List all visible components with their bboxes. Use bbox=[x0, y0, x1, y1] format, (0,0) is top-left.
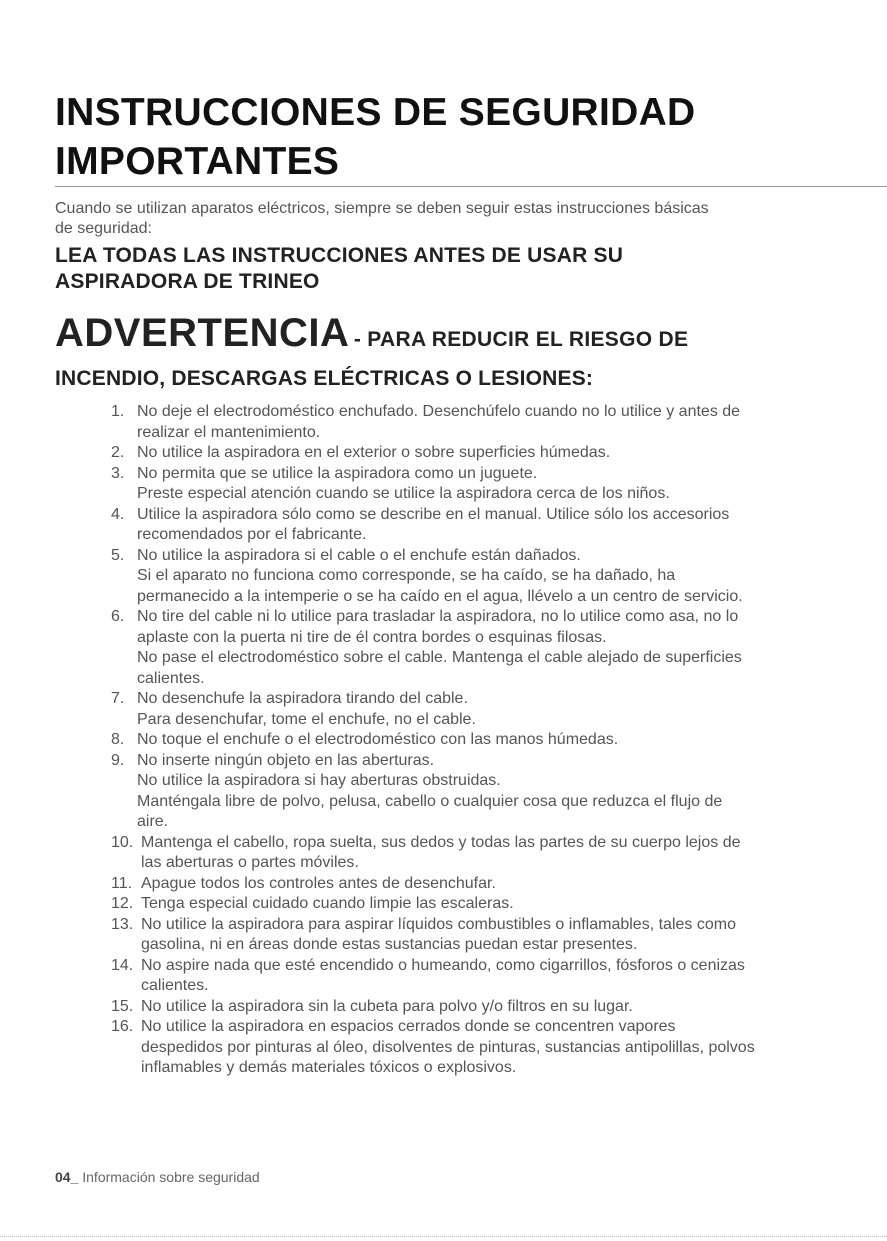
warning-heading bbox=[55, 311, 837, 364]
list-item-text: No utilice la aspiradora si el cable o el enchufe están dañados. bbox=[137, 546, 581, 564]
list-item bbox=[111, 915, 837, 956]
warning-word: ADVERTENCIA bbox=[55, 311, 350, 355]
list-item-text: No utilice la aspiradora para aspirar líquidos combustibles o inflamables, tales como bbox=[141, 915, 736, 933]
list-item-text: No pase el electrodoméstico sobre el cable. Mantenga el cable alejado de superficies bbox=[137, 649, 742, 666]
list-item-text: Apague todos los controles antes de desenchufar. bbox=[141, 874, 496, 892]
list-item-text: Preste especial atención cuando se utilice la aspiradora cerca de los niños. bbox=[137, 485, 670, 502]
read-all-heading bbox=[55, 243, 837, 295]
list-item-text: aire. bbox=[137, 813, 169, 830]
list-item-text: aplaste con la puerta ni tire de él contra bordes o esquinas filosas. bbox=[137, 628, 607, 646]
page-footer bbox=[55, 1169, 260, 1185]
list-item-text: inflamables y demás materiales tóxicos o explosivos. bbox=[141, 1059, 517, 1076]
list-item-number: 2. bbox=[111, 444, 125, 461]
list-item bbox=[111, 833, 837, 874]
list-item bbox=[111, 730, 837, 751]
title-divider bbox=[55, 186, 887, 187]
list-item-number: 12. bbox=[111, 895, 134, 912]
list-item-text: No utilice la aspiradora en espacios cerrados donde se concentren vapores bbox=[141, 1018, 676, 1035]
intro-paragraph bbox=[55, 199, 837, 239]
title-line-1: INSTRUCCIONES DE SEGURIDAD bbox=[55, 91, 696, 134]
intro-line-2: de seguridad: bbox=[55, 220, 152, 237]
read-all-line-1: LEA TODAS LAS INSTRUCCIONES ANTES DE USAR SU bbox=[55, 244, 624, 267]
list-item-text: Manténgala libre de polvo, pelusa, cabello o cualquier cosa que reduzca el flujo de bbox=[137, 792, 723, 810]
page-number: 04_ bbox=[55, 1169, 79, 1185]
list-item-text: Para desenchufar, tome el enchufe, no el cable. bbox=[137, 710, 476, 728]
list-item-number: 9. bbox=[111, 751, 125, 769]
list-item-text: No utilice la aspiradora si hay aberturas obstruidas. bbox=[137, 772, 501, 789]
list-item-number: 4. bbox=[111, 505, 125, 523]
list-item bbox=[111, 894, 837, 915]
list-item bbox=[111, 464, 837, 505]
list-item bbox=[111, 997, 837, 1018]
footer-section-title: Información sobre seguridad bbox=[78, 1169, 260, 1185]
warning-subheading: INCENDIO, DESCARGAS ELÉCTRICAS O LESIONES: bbox=[55, 367, 594, 390]
page-title bbox=[55, 88, 837, 186]
list-item-text: No utilice la aspiradora sin la cubeta para polvo y/o filtros en su lugar. bbox=[141, 997, 633, 1015]
list-item-text: calientes. bbox=[141, 977, 209, 994]
list-item-number: 13. bbox=[111, 915, 134, 933]
intro-line-1: Cuando se utilizan aparatos eléctricos, siempre se deben seguir estas instrucciones básicas bbox=[55, 200, 709, 217]
list-item-number: 10. bbox=[111, 833, 134, 851]
list-item bbox=[111, 546, 837, 608]
warning-heading-rest: - PARA REDUCIR EL RIESGO DE bbox=[353, 328, 689, 351]
list-item bbox=[111, 505, 837, 546]
list-item-text: No deje el electrodoméstico enchufado. Desenchúfelo cuando no lo utilice y antes de bbox=[137, 403, 741, 420]
list-item-text: Mantenga el cabello, ropa suelta, sus dedos y todas las partes de su cuerpo lejos de bbox=[141, 833, 741, 851]
list-item-text: gasolina, ni en áreas donde estas sustancias puedan estar presentes. bbox=[141, 936, 638, 953]
list-item-text: No permita que se utilice la aspiradora como un juguete. bbox=[137, 464, 538, 482]
list-item bbox=[111, 402, 837, 443]
list-item bbox=[111, 689, 837, 730]
list-item-number: 16. bbox=[111, 1018, 134, 1035]
list-item-number: 15. bbox=[111, 997, 134, 1015]
list-item-number: 3. bbox=[111, 464, 125, 482]
list-item-text: No toque el enchufe o el electrodoméstico con las manos húmedas. bbox=[137, 731, 619, 748]
list-item bbox=[111, 874, 837, 895]
list-item-number: 5. bbox=[111, 546, 125, 564]
list-item bbox=[111, 956, 837, 997]
title-line-2: IMPORTANTES bbox=[55, 140, 340, 183]
list-item-text: recomendados por el fabricante. bbox=[137, 526, 367, 543]
read-all-line-2: ASPIRADORA DE TRINEO bbox=[55, 270, 320, 293]
list-item-text: No tire del cable ni lo utilice para trasladar la aspiradora, no lo utilice como asa, no lo bbox=[137, 608, 739, 625]
list-item-number: 8. bbox=[111, 731, 125, 748]
page-content bbox=[55, 88, 837, 1079]
list-item bbox=[111, 751, 837, 833]
list-item-number: 7. bbox=[111, 690, 125, 707]
list-item-text: calientes. bbox=[137, 669, 205, 687]
page-bottom-divider bbox=[0, 1236, 887, 1237]
list-item-text: No inserte ningún objeto en las aberturas. bbox=[137, 751, 435, 769]
list-item-text: despedidos por pinturas al óleo, disolventes de pinturas, sustancias antipolillas, polvos bbox=[141, 1038, 755, 1056]
list-item bbox=[111, 607, 837, 689]
list-item-number: 1. bbox=[111, 403, 125, 420]
list-item-text: permanecido a la intemperie o se ha caído en el agua, llévelo a un centro de servicio. bbox=[137, 587, 743, 605]
list-item-text: las aberturas o partes móviles. bbox=[141, 854, 359, 871]
list-item bbox=[111, 1017, 837, 1079]
list-item-text: Utilice la aspiradora sólo como se describe en el manual. Utilice sólo los accesorios bbox=[137, 505, 730, 523]
list-item-text: No desenchufe la aspiradora tirando del cable. bbox=[137, 690, 468, 707]
list-item-number: 6. bbox=[111, 608, 125, 625]
list-item-text: No aspire nada que esté encendido o humeando, como cigarrillos, fósforos o cenizas bbox=[141, 956, 745, 974]
list-item bbox=[111, 443, 837, 464]
list-item-text: No utilice la aspiradora en el exterior o sobre superficies húmedas. bbox=[137, 444, 611, 461]
list-item-number: 14. bbox=[111, 956, 134, 974]
list-item-text: Tenga especial cuidado cuando limpie las escaleras. bbox=[141, 895, 514, 912]
list-item-text: realizar el mantenimiento. bbox=[137, 423, 321, 441]
list-item-text: Si el aparato no funciona como corresponde, se ha caído, se ha dañado, ha bbox=[137, 567, 676, 584]
list-item-number: 11. bbox=[111, 874, 133, 892]
safety-instruction-list bbox=[55, 402, 837, 1079]
